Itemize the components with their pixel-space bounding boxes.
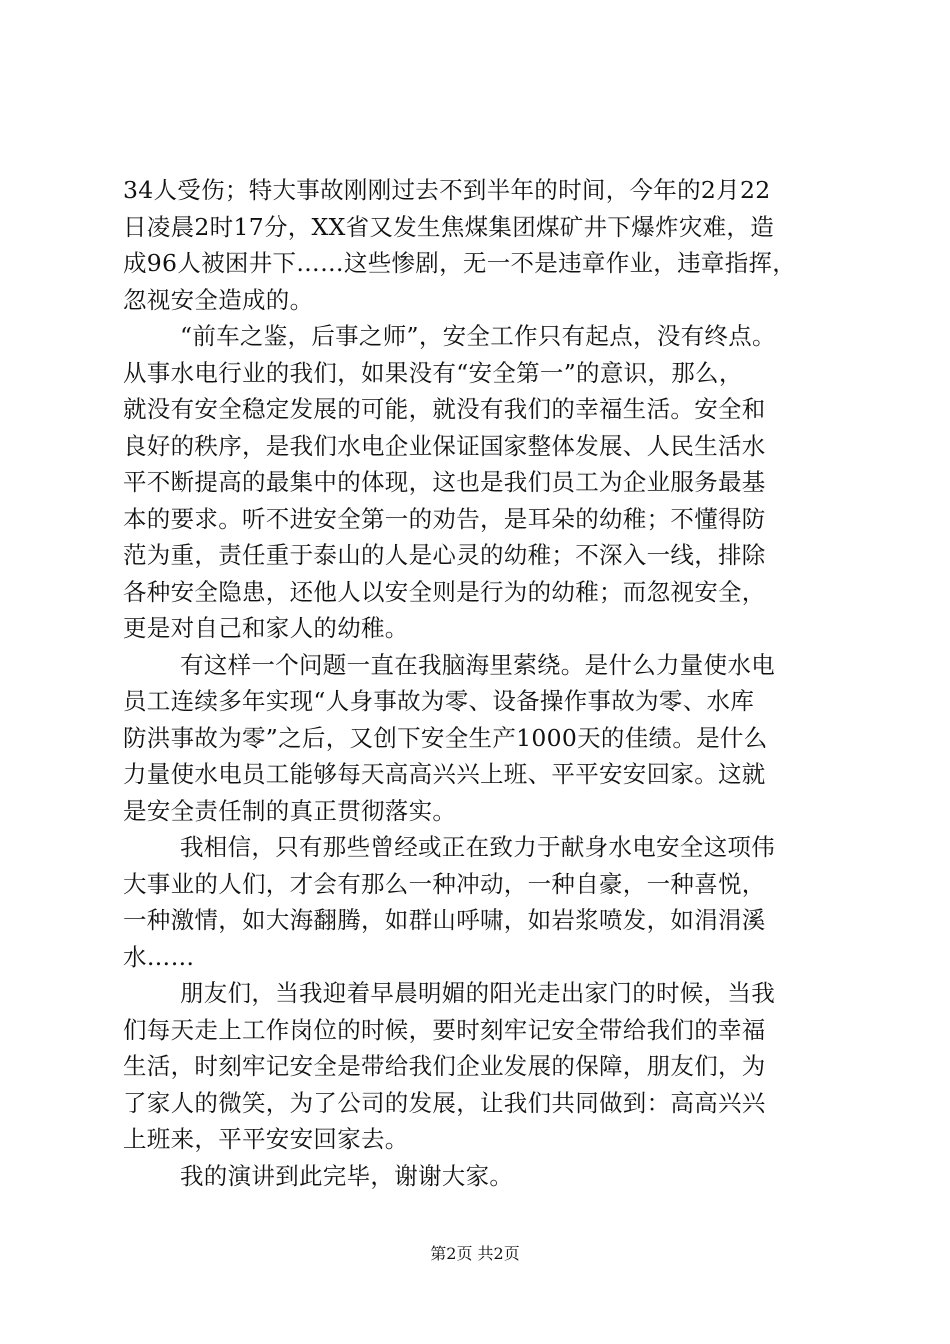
- paragraph: [123, 829, 858, 975]
- text-line: 更是对自己和家人的幼稚。: [123, 614, 409, 642]
- text-line: 我的演讲到此完毕，谢谢大家。: [180, 1161, 514, 1190]
- text-line: 我相信，只有那些曾经或正在致力于献身水电安全这项伟: [180, 833, 775, 861]
- paragraph: [123, 647, 858, 830]
- text-line: 忽视安全造成的。: [123, 285, 314, 314]
- text-line: “前车之鉴，后事之师”，安全工作只有起点，没有终点。: [180, 322, 776, 350]
- text-line: 有这样一个问题一直在我脑海里萦绕。是什么力量使水电: [180, 650, 775, 679]
- text-line: 力量使水电员工能够每天高高兴兴上班、平平安安回家。这就: [123, 760, 766, 788]
- text-line: 各种安全隐患，还他人以安全则是行为的幼稚；而忽视安全，: [123, 577, 766, 606]
- text-line: 范为重，责任重于泰山的人是心灵的幼稚；不深入一线，排除: [123, 541, 766, 569]
- text-line: 朋友们，当我迎着早晨明媚的阳光走出家门的时候，当我: [180, 979, 775, 1007]
- text-line: 从事水电行业的我们，如果没有“安全第一”的意识，那么，: [123, 358, 743, 387]
- paragraph: [123, 172, 858, 318]
- text-line: 本的要求。听不进安全第一的劝告，是耳朵的幼稚；不懂得防: [123, 504, 766, 533]
- text-line: 成96人被困井下……这些惨剧，无一不是违章作业，违章指挥，: [123, 249, 797, 277]
- text-line: 员工连续多年实现“人身事故为零、设备操作事故为零、水库: [123, 687, 755, 715]
- paragraph: [123, 318, 858, 647]
- text-line: 良好的秩序，是我们水电企业保证国家整体发展、人民生活水: [123, 431, 766, 460]
- text-line: 了家人的微笑，为了公司的发展，让我们共同做到：高高兴兴: [123, 1088, 766, 1117]
- paragraph: [123, 1158, 858, 1195]
- text-line: 们每天走上工作岗位的时候，要时刻牢记安全带给我们的幸福: [123, 1015, 766, 1044]
- text-line: 上班来，平平安安回家去。: [123, 1125, 409, 1153]
- text-line: 就没有安全稳定发展的可能，就没有我们的幸福生活。安全和: [123, 395, 766, 423]
- text-line: 34人受伤；特大事故刚刚过去不到半年的时间，今年的2月22: [123, 176, 771, 204]
- text-line: 日凌晨2时17分，XX省又发生焦煤集团煤矿井下爆炸灾难，造: [123, 212, 775, 241]
- text-line: 水……: [123, 942, 195, 971]
- page-number-footer: 第2页 共2页: [430, 1244, 520, 1263]
- text-line: 平不断提高的最集中的体现，这也是我们员工为企业服务最基: [123, 468, 766, 496]
- text-line: 是安全责任制的真正贯彻落实。: [123, 796, 457, 825]
- text-line: 生活，时刻牢记安全是带给我们企业发展的保障，朋友们，为: [123, 1052, 766, 1080]
- text-line: 大事业的人们，才会有那么一种冲动，一种自豪，一种喜悦，: [123, 869, 766, 898]
- document-body: [123, 172, 858, 1194]
- paragraph: [123, 975, 858, 1158]
- text-line: 一种激情，如大海翻腾，如群山呼啸，如岩浆喷发，如涓涓溪: [123, 906, 766, 934]
- text-line: 防洪事故为零”之后，又创下安全生产1000天的佳绩。是什么: [123, 723, 768, 752]
